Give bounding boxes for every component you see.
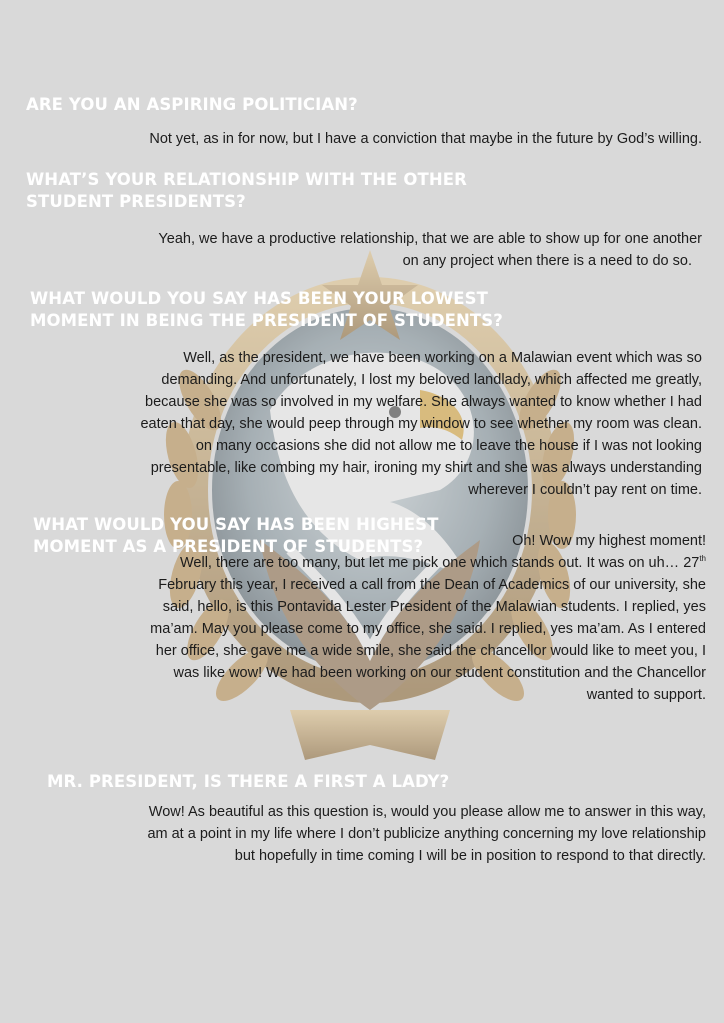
answer-line: Well, as the president, we have been working on a Malawian event which was so xyxy=(183,350,702,366)
answer-line: was like wow! We had been working on our student constitution and the Chancellor xyxy=(173,665,706,681)
answer-line: said, hello, is this Pontavida Lester President of the Malawian students. I replied, yes xyxy=(162,599,706,615)
answer-line: on many occasions she did not allow me to leave the house if I was not looking xyxy=(195,438,702,454)
answer-line: ma’am. May you please come to my office, she said. I replied, yes ma’am. As I entered xyxy=(150,621,706,637)
ordinal-suffix: th xyxy=(699,554,706,564)
answer-line: February this year, I received a call from the Dean of Academics of our university, she xyxy=(158,577,706,593)
answer-line: am at a point in my life where I don’t publicize anything concerning my love relationship xyxy=(147,826,706,842)
question-line: MOMENT IN BEING THE PRESIDENT OF STUDENTS? xyxy=(30,311,503,330)
question-line: MR. PRESIDENT, IS THERE A FIRST A LADY? xyxy=(47,772,450,791)
answer-paragraph xyxy=(149,128,702,150)
answer-line: eaten that day, she would peep through my window to see whether my room was clean. xyxy=(140,416,702,432)
answer-line: wherever I couldn’t pay rent on time. xyxy=(468,482,702,498)
answer-line: Oh! Wow my highest moment! xyxy=(512,533,706,549)
question-heading xyxy=(26,169,467,213)
answer-line xyxy=(150,552,706,574)
answer-line: demanding. And unfortunately, I lost my beloved landlady, which affected me greatly, xyxy=(161,372,702,388)
question-heading xyxy=(26,94,358,116)
question-line: WHAT WOULD YOU SAY HAS BEEN HIGHEST xyxy=(33,515,439,534)
answer-line: Wow! As beautiful as this question is, would you please allow me to answer in this way, xyxy=(148,804,706,820)
answer-paragraph xyxy=(150,530,706,706)
answer-line: presentable, like combing my hair, ironing my shirt and she was always understanding xyxy=(150,460,702,476)
question-heading xyxy=(30,288,503,332)
answer-paragraph xyxy=(147,801,706,867)
question-line: MOMENT AS A PRESIDENT OF STUDENTS? xyxy=(33,537,424,556)
question-line: ARE YOU AN ASPIRING POLITICIAN? xyxy=(26,95,358,114)
answer-line-text: Well, there are too many, but let me pick one which stands out. It was on uh… 27 xyxy=(180,555,700,571)
answer-paragraph xyxy=(140,347,702,501)
question-line: WHAT WOULD YOU SAY HAS BEEN YOUR LOWEST xyxy=(30,289,488,308)
answer-line: Yeah, we have a productive relationship, that we are able to show up for one another xyxy=(158,231,702,247)
answer-line: but hopefully in time coming I will be in position to respond to that directly. xyxy=(234,848,706,864)
question-line: STUDENT PRESIDENTS? xyxy=(26,192,246,211)
answer-line: wanted to support. xyxy=(586,687,706,703)
answer-line: because she was so involved in my welfare. She always wanted to know whether I had xyxy=(145,394,702,410)
answer-line: her office, she gave me a wide smile, she said the chancellor would like to meet you, I xyxy=(155,643,706,659)
answer-line: Not yet, as in for now, but I have a conviction that maybe in the future by God’s willing. xyxy=(149,131,702,147)
answer-line: on any project when there is a need to do so. xyxy=(402,253,692,269)
answer-paragraph xyxy=(158,228,702,272)
question-heading xyxy=(47,771,449,793)
question-line: WHAT’S YOUR RELATIONSHIP WITH THE OTHER xyxy=(26,170,467,189)
